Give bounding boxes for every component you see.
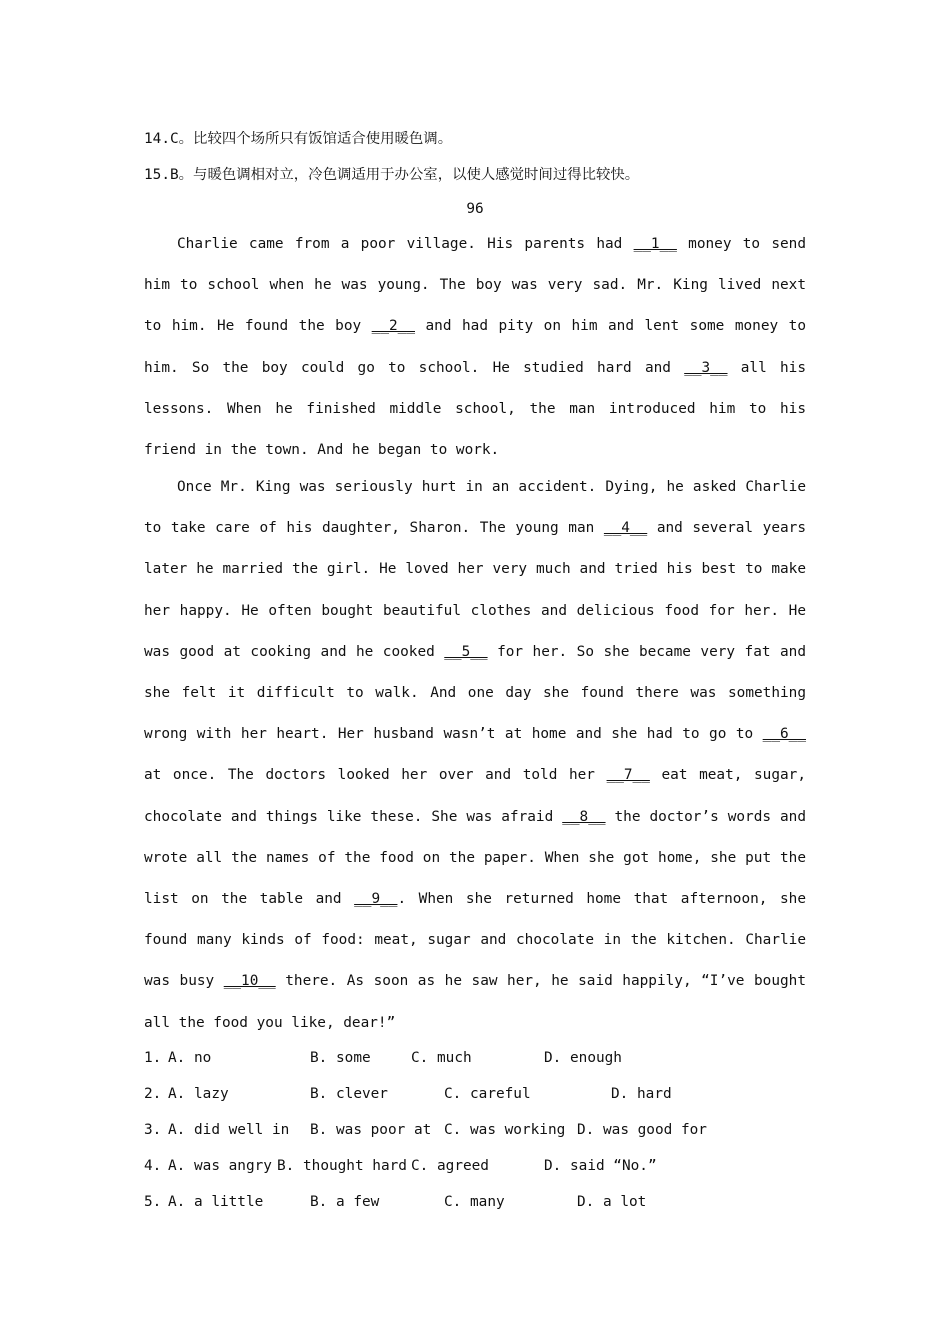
option-d: D. hard [611, 1086, 672, 1102]
answer-text: B。与暖色调相对立，冷色调适用于办公室，以使人感觉时间过得比较快。 [170, 167, 640, 183]
option-c: C. much [411, 1050, 472, 1066]
passage-number: 96 [466, 201, 484, 217]
option-b: B. was poor at [310, 1122, 432, 1138]
passage-text: Once Mr. King was seriously hurt in an accident. Dying, he asked Charlie to take care of his daughter, Sharon. The young man [144, 479, 806, 537]
question-number: 5. [144, 1194, 162, 1210]
option-b: B. a few [310, 1194, 380, 1210]
question-number: 1. [144, 1050, 162, 1066]
blank-1: __1__ [633, 236, 677, 252]
blank-8: __8__ [562, 808, 606, 825]
option-c: C. careful [444, 1086, 531, 1102]
blank-4: __4__ [603, 520, 648, 537]
option-a: A. no [168, 1050, 212, 1066]
passage-text: all his lessons. When he finished middle school, the man introduced him to his friend in the town. And he began to work. [144, 359, 806, 459]
answer-number: 14. [144, 131, 170, 147]
option-b: B. clever [310, 1086, 388, 1102]
passage-text: and several years later he married the girl. He loved her very much and tried his best to make her happy. He often bought beautiful clothes and delicious food for her. He was good at cooking and he cooked [144, 520, 806, 660]
answer-line-14 [144, 127, 452, 148]
option-b: B. thought hard [277, 1158, 407, 1174]
passage-text: at once. The doctors looked her over and told her [144, 767, 607, 784]
option-c: C. agreed [411, 1158, 489, 1174]
option-a: A. did well in [168, 1122, 290, 1138]
passage-text: eat meat, sugar, chocolate and things like these. She was afraid [144, 767, 806, 825]
option-d: D. a lot [577, 1194, 647, 1210]
answer-number: 15. [144, 167, 170, 183]
passage-text: Charlie came from a poor village. His parents had [177, 236, 634, 252]
blank-10: __10__ [223, 973, 276, 990]
blank-5: __5__ [444, 643, 488, 660]
passage-text: . When she returned home that afternoon, she found many kinds of food: meat, sugar and chocolate in the kitchen. Charlie was busy [144, 891, 806, 990]
question-number: 4. [144, 1158, 162, 1174]
blank-6: __6__ [762, 726, 806, 743]
option-c: C. many [444, 1194, 505, 1210]
passage-text: and had pity on him and lent some money to him. So the boy could go to school. He studied hard and [144, 318, 806, 376]
passage-paragraph-2 [144, 467, 806, 1044]
passage-paragraph-1 [144, 224, 806, 471]
option-a: A. lazy [168, 1086, 229, 1102]
blank-2: __2__ [371, 318, 415, 335]
passage-text: the doctor’s words and wrote all the names of the food on the paper. When she got home, she put the list on the table and [144, 808, 806, 908]
option-d: D. enough [544, 1050, 622, 1066]
option-a: A. was angry [168, 1158, 272, 1174]
option-c: C. was working [444, 1122, 566, 1138]
blank-3: __3__ [684, 359, 728, 376]
question-number: 3. [144, 1122, 162, 1138]
passage-text: for her. So she became very fat and she felt it difficult to walk. And one day she found there was something wrong with her heart. Her husband wasn’t at home and she had to go to [144, 643, 806, 743]
option-d: D. was good for [577, 1122, 707, 1138]
blank-7: __7__ [606, 767, 650, 784]
passage-text: there. As soon as he saw her, he said happily, “I’ve bought all the food you like, dear!” [144, 973, 806, 1031]
passage-text: money to send him to school when he was young. The boy was very sad. Mr. King lived next to him. He found the boy [144, 236, 806, 335]
option-d: D. said “No.” [544, 1158, 657, 1174]
answer-line-15 [144, 163, 639, 184]
option-b: B. some [310, 1050, 371, 1066]
question-number: 2. [144, 1086, 162, 1102]
blank-9: __9__ [354, 891, 398, 908]
answer-text: C。比较四个场所只有饭馆适合使用暖色调。 [170, 131, 453, 147]
option-a: A. a little [168, 1194, 264, 1210]
